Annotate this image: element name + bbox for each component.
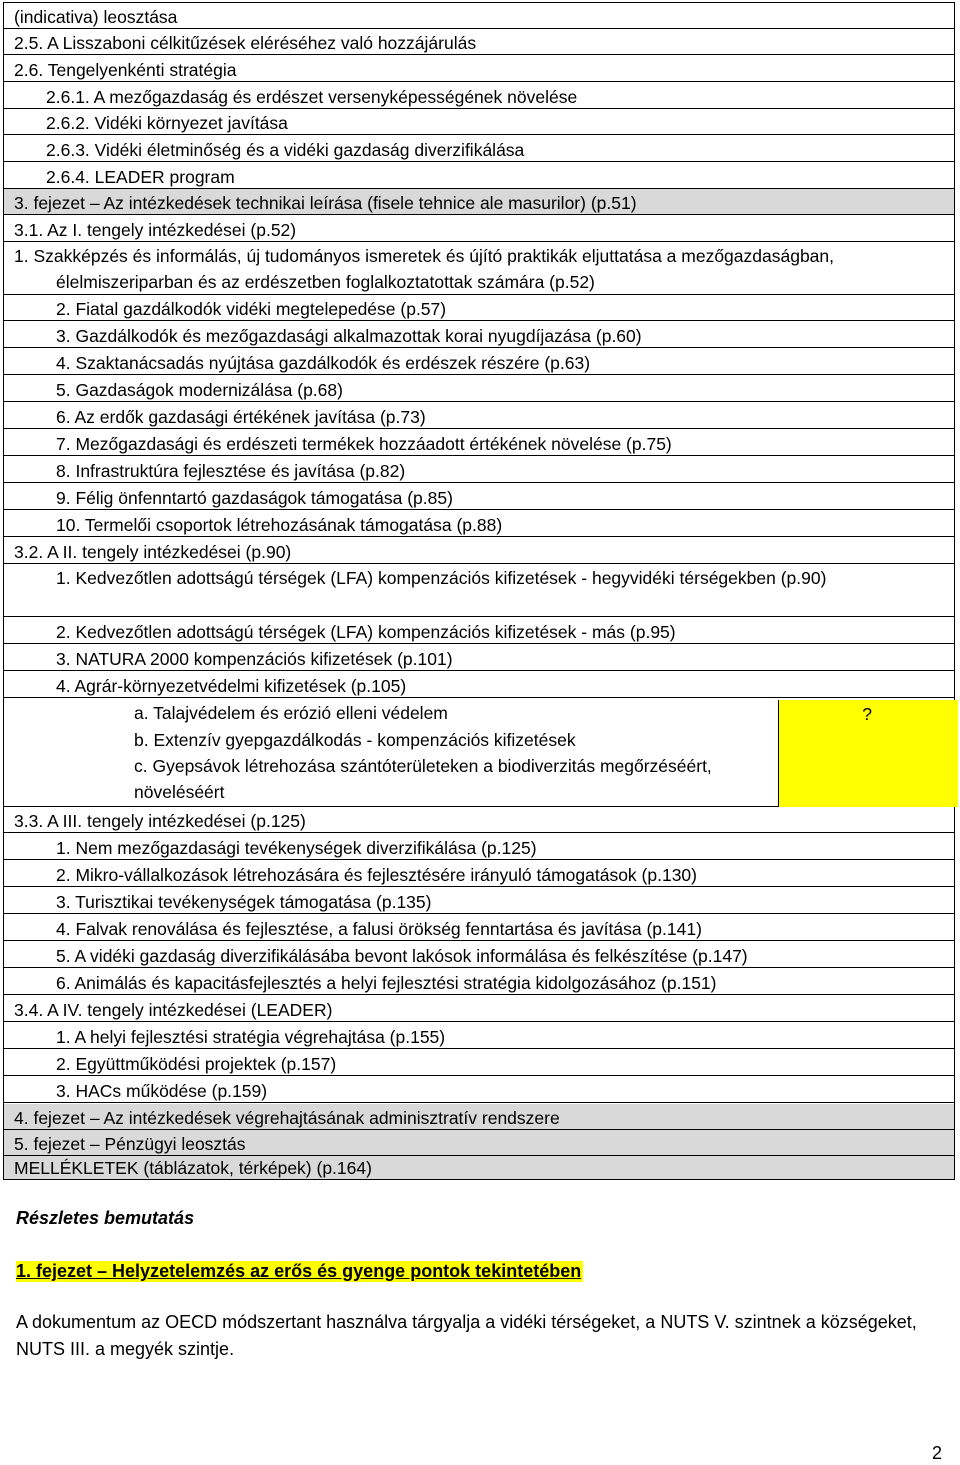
toc-row-text: 8. Infrastruktúra fejlesztése és javítása (p.82): [56, 461, 406, 481]
toc-row-text: 3.2. A II. tengely intézkedései (p.90): [14, 542, 292, 562]
toc-row-text: 1. Kedvezőtlen adottságú térségek (LFA) kompenzációs kifizetések - hegyvidéki térségekben (p.90): [56, 568, 827, 588]
toc-row-text: 2. Együttműködési projektek (p.157): [56, 1054, 337, 1074]
toc-row-text: 4. Falvak renoválása és fejlesztése, a falusi örökség fenntartása és javítása (p.141): [56, 919, 702, 939]
toc-row-text: 2.6.1. A mezőgazdaság és erdészet versenyképességének növelése: [46, 87, 578, 107]
toc-row-text: 2.6.2. Vidéki környezet javítása: [46, 113, 288, 133]
toc-row-text: 9. Félig önfenntartó gazdaságok támogatása (p.85): [56, 488, 453, 508]
toc-row-text: 4. Szaktanácsadás nyújtása gazdálkodók és erdészek részére (p.63): [56, 353, 591, 373]
toc-row: [4, 322, 954, 348]
toc-row: [4, 56, 954, 82]
chapter-heading: 1. fejezet – Helyzetelemzés az erős és gyenge pontok tekintetében: [16, 1261, 582, 1281]
toc-row: [4, 83, 954, 109]
toc-row-text: 4. Agrár-környezetvédelmi kifizetések (p.105): [56, 676, 407, 696]
toc-row: [4, 511, 954, 537]
toc-row: [4, 295, 954, 321]
toc-row-text: 2.5. A Lisszaboni célkitűzések eléréséhez való hozzájárulás: [14, 33, 477, 53]
toc-row: [4, 403, 954, 429]
toc-row-text: a. Talajvédelem és erózió elleni védelem: [134, 703, 448, 723]
toc-row-text: b. Extenzív gyepgazdálkodás - kompenzációs kifizetések: [134, 730, 576, 750]
toc-row-text: 3. Gazdálkodók és mezőgazdasági alkalmazottak korai nyugdíjazása (p.60): [56, 326, 642, 346]
page-number: 2: [931, 1443, 942, 1463]
toc-row-text: 2.6.4. LEADER program: [46, 167, 235, 187]
toc-row: [4, 565, 954, 617]
toc-row: [4, 834, 954, 860]
question-mark: ?: [862, 704, 872, 724]
toc-row: [4, 243, 954, 295]
toc-row: [4, 969, 954, 995]
table-of-contents: [3, 2, 955, 1180]
toc-row-text: 3. HACs működése (p.159): [56, 1081, 268, 1101]
toc-row-text: (indicativa) leosztása: [14, 7, 178, 27]
toc-row-text: 4. fejezet – Az intézkedések végrehajtásának adminisztratív rendszere: [14, 1108, 560, 1128]
toc-row-text: 2. Fiatal gazdálkodók vidéki megtelepedése (p.57): [56, 299, 447, 319]
toc-row: [4, 996, 954, 1022]
toc-row: [4, 484, 954, 510]
body-paragraph: A dokumentum az OECD módszertant használva tárgyalja a vidéki térségeket, a NUTS V. szintnek a községeket, NUTS III. a megyék szintje.: [16, 1312, 917, 1359]
toc-row-chapter: [4, 1130, 954, 1156]
toc-row-text: 10. Termelői csoportok létrehozásának támogatása (p.88): [56, 515, 503, 535]
toc-row: [4, 538, 954, 564]
toc-row-text: 5. A vidéki gazdaság diverzifikálásába bevont lakósok informálása és felkészítése (p.147): [56, 946, 748, 966]
toc-row: [4, 807, 954, 833]
toc-row-text: 3.3. A III. tengely intézkedései (p.125): [14, 811, 306, 831]
toc-row-chapter: [4, 189, 954, 215]
toc-row-text: c. Gyepsávok létrehozása szántóterületeken a biodiverzitás megőrzéséért, növeléséért: [134, 756, 712, 802]
toc-row-text: 2. Mikro-vállalkozások létrehozására és fejlesztésére irányuló támogatások (p.130): [56, 865, 697, 885]
toc-row: [4, 136, 954, 162]
toc-row-text: 2.6.3. Vidéki életminőség és a vidéki gazdaság diverzifikálása: [46, 140, 525, 160]
toc-row: [4, 376, 954, 402]
toc-row: [4, 29, 954, 55]
toc-row: [4, 3, 954, 29]
highlight-box: [778, 700, 958, 807]
toc-row: [4, 1077, 954, 1103]
toc-row-text: 6. Az erdők gazdasági értékének javítása (p.73): [56, 407, 426, 427]
toc-row-text: 1. A helyi fejlesztési stratégia végrehajtása (p.155): [56, 1027, 446, 1047]
toc-row: [4, 349, 954, 375]
toc-row: [4, 672, 954, 698]
toc-row-text: 3. Turisztikai tevékenységek támogatása (p.135): [56, 892, 432, 912]
toc-row: [4, 915, 954, 941]
toc-row-text: 2.6. Tengelyenkénti stratégia: [14, 60, 237, 80]
toc-row-text: 1. Szakképzés és informálás, új tudományos ismeretek és újító praktikák eljuttatása a mezőgazdaságban, élelmiszeriparban és az erdészetben foglalkoztatottak számára (p.52): [14, 246, 835, 292]
toc-row: [4, 888, 954, 914]
toc-row: [4, 618, 954, 644]
toc-row: [4, 163, 954, 189]
toc-row: [4, 861, 954, 887]
toc-row-chapter: [4, 1156, 954, 1179]
toc-row: [4, 1050, 954, 1076]
toc-row-text: 3. NATURA 2000 kompenzációs kifizetések (p.101): [56, 649, 453, 669]
toc-row: [4, 430, 954, 456]
toc-row-text: MELLÉKLETEK (táblázatok, térképek) (p.164): [14, 1158, 372, 1178]
toc-row-text: 6. Animálás és kapacitásfejlesztés a helyi fejlesztési stratégia kidolgozásához (p.151): [56, 973, 717, 993]
toc-row: [4, 645, 954, 671]
toc-row-text: 7. Mezőgazdasági és erdészeti termékek hozzáadott értékének növelése (p.75): [56, 434, 672, 454]
toc-row: [4, 109, 954, 135]
toc-row-text: 2. Kedvezőtlen adottságú térségek (LFA) kompenzációs kifizetések - más (p.95): [56, 622, 676, 642]
toc-row-text: 1. Nem mezőgazdasági tevékenységek diverzifikálása (p.125): [56, 838, 537, 858]
toc-row: [4, 216, 954, 242]
toc-row-text: 3. fejezet – Az intézkedések technikai leírása (fisele tehnice ale masurilor) (p.51): [14, 193, 637, 213]
section-title: Részletes bemutatás: [16, 1208, 195, 1228]
toc-row: [4, 457, 954, 483]
toc-row: [4, 1023, 954, 1049]
toc-row-chapter: [4, 1104, 954, 1130]
toc-row-text: 5. fejezet – Pénzügyi leosztás: [14, 1134, 246, 1154]
toc-row-text: 3.1. Az I. tengely intézkedései (p.52): [14, 220, 297, 240]
toc-row: [4, 942, 954, 968]
toc-row-text: 5. Gazdaságok modernizálása (p.68): [56, 380, 343, 400]
toc-row-text: 3.4. A IV. tengely intézkedései (LEADER): [14, 1000, 333, 1020]
